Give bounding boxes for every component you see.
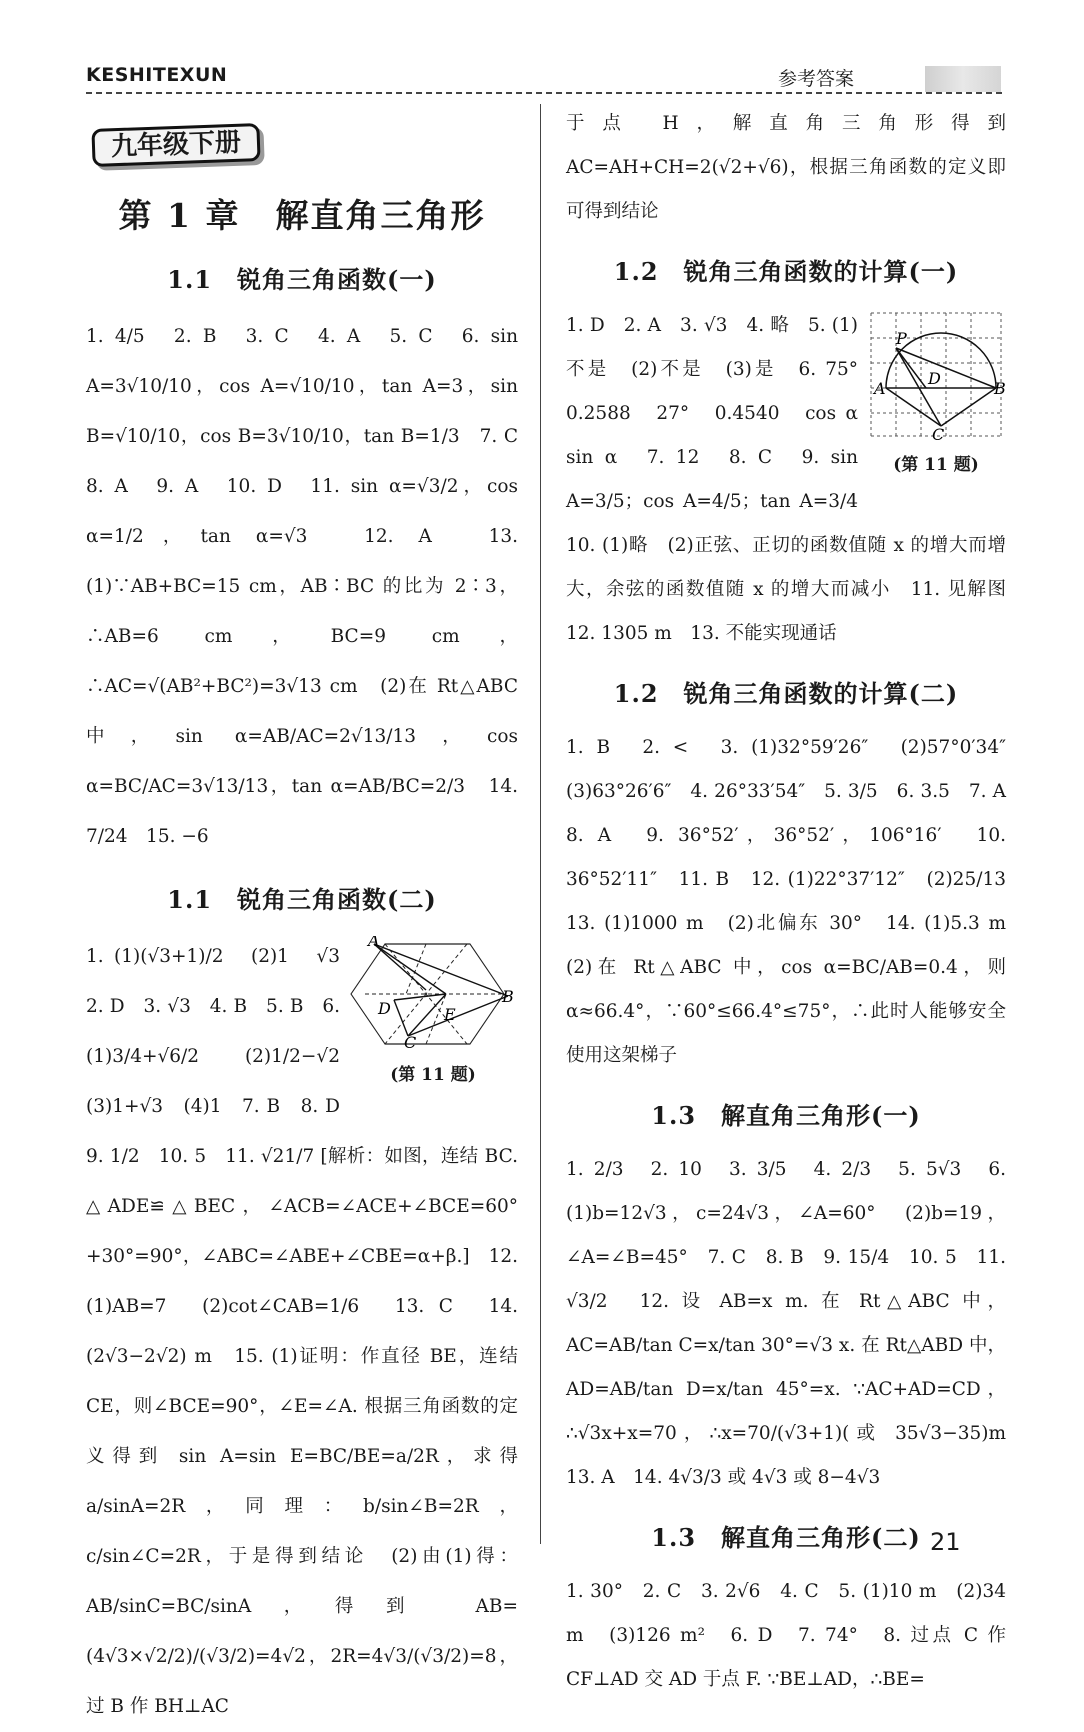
column-divider — [540, 104, 541, 1544]
left-column — [86, 118, 537, 1732]
header-section-title: 参考答案 — [778, 68, 855, 90]
figure-label: B — [994, 379, 1006, 398]
answer-block: 1. (1)(√3+1)/2 (2)1 √3 2. D 3. √3 4. B 5. B 6. (1)3/4+√6/2 (2)1/2−√2 (3)1+√3 (4)1 7. B 8. D 9. 1/2 10. 5 11. √21/7 [解析：如图，连结 BC. △ADE≌△BEC，∠ACB=∠ACE+∠BCE=60°+30°=90°，∠ABC=∠ABE+∠CBE=α+β.] 12. (1)AB=7 (2)cot∠CAB=1/6 13. C 14. (2√3−2√2) m 15. (1)证明：作直径 BE，连结 CE，则∠BCE=90°，∠E=∠A. 根据三角函数的定义得到 sin A=sin E=BC/BE=a/2R，求得 a/sinA=2R，同理：b/sin∠B=2R，c/sin∠C=2R，于是得到结论 (2)由(1)得：AB/sinC=BC/sinA，得到 AB=(4√3×√2/2)/(√3/2)=4√2，2R=4√3/(√3/2)=8，过 B 作 BH⊥AC — [86, 946, 518, 1717]
right-column — [566, 100, 1025, 1702]
chapter-title: 第 1 章 解直角三角形 — [118, 196, 486, 235]
section-title: 1.3 解直角三角形(二) — [651, 1523, 921, 1552]
figure-label: A — [368, 936, 380, 950]
section-title: 1.1 锐角三角函数(二) — [167, 885, 437, 914]
answer-block: 1. B 2. < 3. (1)32°59′26″ (2)57°0′34″ (3)63°26′6″ 4. 26°33′54″ 5. 3/5 6. 3.5 7. A 8. A 9. 36°52′，36°52′，106°16′ 10. 36°52′11″ 11. B 12. (1)22°37′12″ (2)25/13 13. (1)1000 m (2)北偏东 30° 14. (1)5.3 m (2)在 Rt△ABC 中，cos α=BC/AB=0.4，则 α≈66.4°，∵60°≤66.4°≤75°，∴此时人能够安全使用这架梯子 — [566, 737, 1025, 1066]
figure-label: P — [896, 329, 907, 348]
figure-label: A — [874, 379, 886, 398]
brand-text: KESHITEXUN — [86, 64, 228, 86]
answer-block: 1. 2/3 2. 10 3. 3/5 4. 2/3 5. 5√3 6. (1)b=12√3，c=24√3，∠A=60° (2)b=19，∠A=∠B=45° 7. C 8. B 9. 15/4 10. 5 11. √3/2 12. 设 AB=x m. 在 Rt△ABC 中，AC=AB/tan C=x/tan 30°=√3 x. 在 Rt△ABD 中，AD=AB/tan D=x/tan 45°=x. ∵AC+AD=CD，∴√3x+x=70，∴x=70/(√3+1)(或 35√3−35)m 13. A 14. 4√3/3 或 4√3 或 8−4√3 — [566, 1159, 1025, 1488]
answer-block: 1. 30° 2. C 3. 2√6 4. C 5. (1)10 m (2)34 m (3)126 m² 6. D 7. 74° 8. 过点 C 作 CF⊥AD 交 AD 于点 F. ∵BE⊥AD，∴BE= — [566, 1581, 1006, 1690]
figure-label: D — [378, 999, 391, 1018]
answer-block: 1. D 2. A 3. √3 4. 略 5. (1)不是 (2)不是 (3)是 6. 75° 0.2588 27° 0.4540 cos α sin α 7. 12 8. C 9. sin A=3/5；cos A=4/5；tan A=3/4 10. (1)略 (2)正弦、正切的函数值随 x 的增大而增大，余弦的函数值随 x 的增大而减小 11. 见解图 12. 1305 m 13. 不能实现通话 — [566, 315, 1025, 644]
figure-label: C — [932, 425, 945, 442]
page-number: 21 — [930, 1528, 961, 1556]
section-title: 1.3 解直角三角形(一) — [651, 1101, 921, 1130]
figure-grid-circle — [866, 308, 1006, 477]
answer-block: 1. 4/5 2. B 3. C 4. A 5. C 6. sin A=3√10/10，cos A=√10/10，tan A=3，sin B=√10/10，cos B=3√10/10，tan B=1/3 7. C 8. A 9. A 10. D 11. sin α=√3/2，cos α=1/2，tan α=√3 12. A 13. (1)∵AB+BC=15 cm，AB∶BC 的比为 2∶3，∴AB=6 cm，BC=9 cm，∴AC=√(AB²+BC²)=3√13 cm (2)在 Rt△ABC 中，sin α=AB/AC=2√13/13，cos α=BC/AC=3√13/13，tan α=AB/BC=2/3 14. 7/24 15. −6 — [86, 326, 537, 847]
grid-circle-figure — [866, 308, 1006, 442]
section-title: 1.2 锐角三角函数的计算(二) — [613, 679, 959, 708]
header-decoration — [925, 66, 1001, 92]
grade-banner: 九年级下册 — [91, 123, 260, 167]
hexagon-figure — [348, 936, 518, 1052]
page-header — [0, 0, 1084, 100]
figure-label: E — [444, 1005, 456, 1024]
figure-hexagon — [348, 936, 518, 1087]
section-title: 1.1 锐角三角函数(一) — [167, 265, 437, 294]
figure-caption: (第 11 题) — [893, 455, 979, 475]
figure-label: D — [928, 369, 941, 388]
answer-continuation: 于点 H，解直角三角形得到 AC=AH+CH=2(√2+√6)，根据三角函数的定义即可得到结论 — [566, 113, 1006, 222]
figure-label: C — [404, 1033, 417, 1052]
section-title: 1.2 锐角三角函数的计算(一) — [613, 257, 959, 286]
header-rule — [86, 92, 1002, 94]
figure-label: B — [502, 987, 514, 1006]
figure-caption: (第 11 题) — [390, 1065, 476, 1085]
